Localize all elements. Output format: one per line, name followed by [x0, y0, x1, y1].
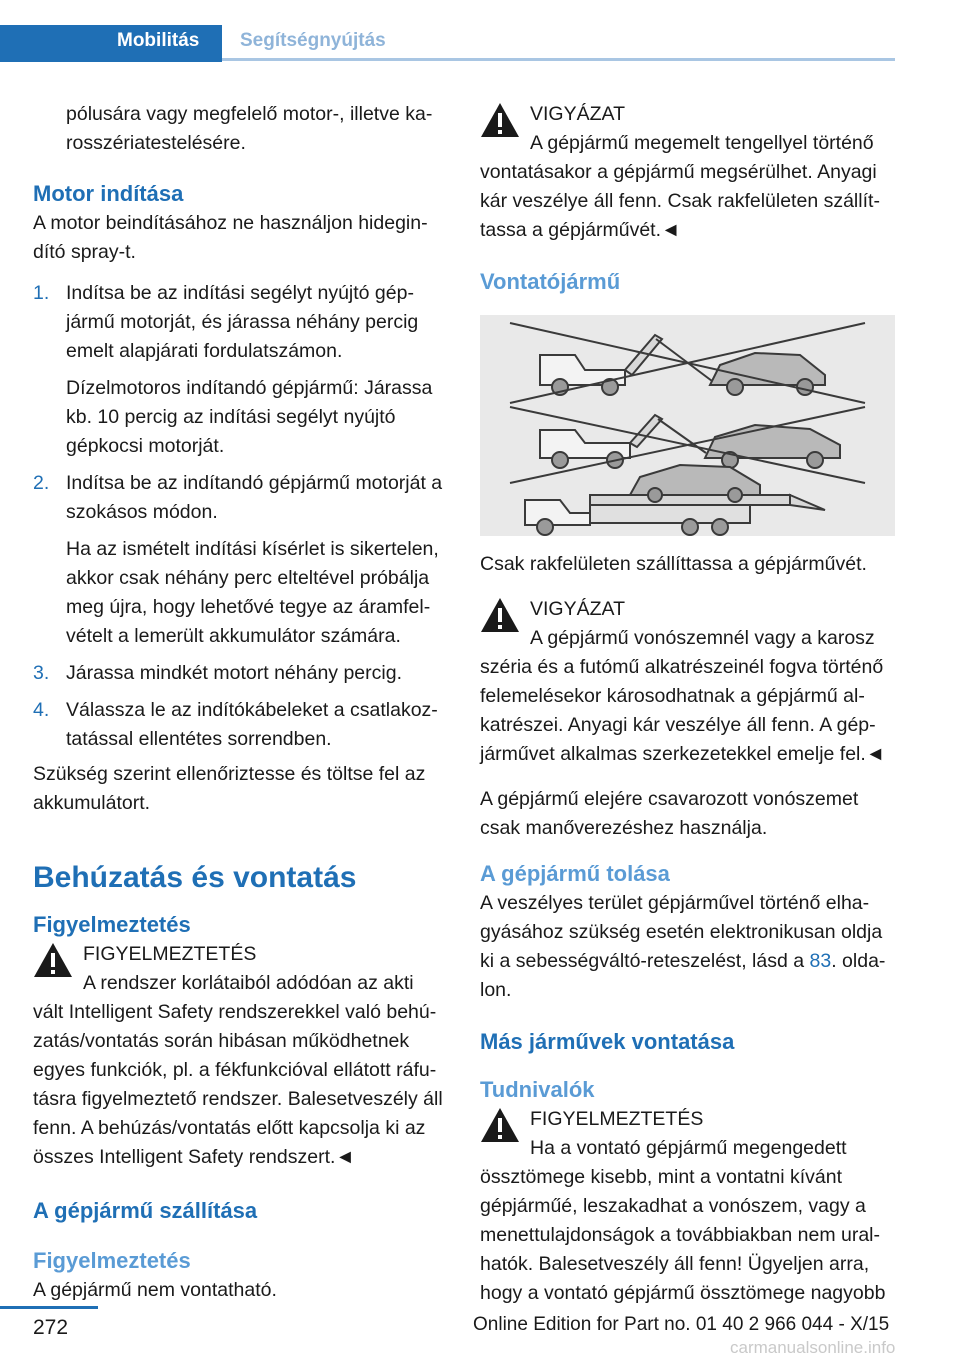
after-steps-text: Szükség szerint ellenőriztesse és töltse fel az akkumulátort. [33, 763, 426, 814]
tab-mobilitas[interactable] [0, 25, 222, 62]
motor-start-heading: Motor indítása [33, 181, 184, 206]
transport-heading: A gépjármű szállítása [33, 1198, 258, 1223]
step-2-text: Indítsa be az indítandó gépjármű motorját a szokásos módon. [66, 472, 443, 523]
figure-caption: Csak rakfelületen szállíttassa a gépjárművét. [480, 553, 867, 575]
header-divider [222, 58, 895, 61]
edition-text: Online Edition for Part no. 01 40 2 966 044 - X/15 [473, 1314, 890, 1335]
tab-segitsegnyujtas[interactable]: Segítségnyújtás [240, 30, 386, 51]
step-2-number: 2. [33, 472, 50, 494]
warning-2-title: FIGYELMEZTETÉS [530, 1108, 704, 1130]
tab-mobilitas-label: Mobilitás [117, 30, 200, 51]
transport-warning-heading: Figyelmeztetés [33, 1248, 191, 1273]
warning-2-first-line: Ha a vontató gépjármű megengedett [530, 1137, 847, 1159]
intro-text: pólusára vagy megfelelő motor-, illetve karosszériatestelésére. [66, 103, 433, 154]
push-vehicle-heading: A gépjármű tolása [480, 861, 670, 886]
caution-block-2 [480, 595, 895, 769]
towing-illustration-svg [480, 315, 895, 536]
watermark: carmanualsonline.info [730, 1338, 896, 1357]
warning-triangle-icon [480, 102, 520, 138]
caution-1-title: VIGYÁZAT [530, 103, 625, 125]
tow-other-heading: Más járművek vontatása [480, 1029, 735, 1054]
transport-text: A gépjármű nem vontatható. [33, 1279, 277, 1301]
towing-section-heading: Behúzatás és vontatás [33, 861, 357, 894]
tow-vehicle-heading: Vontatójármű [480, 269, 621, 294]
caution-2-text: széria és a futómű alkatrészeinél fogva történő felemelésekor károsodhatnak a gépjármű alkatrészei. Anyagi kár veszélye áll fenn. A gépjárművet alkalmas szerkezetekkel emelje fel.◄ [480, 656, 886, 765]
step-1-note: Dízelmotoros indítandó gépjármű: Járassa kb. 10 percig az indítási segélyt nyújtó gépkocsi motorját. [66, 377, 433, 457]
warning-1-text: vált Intelligent Safety rendszerekkel való behúzatás/vontatás során hibásan működhetnek egyes funkciók, pl. a fékfunkcióval ellátott ráfutásra figyelmeztető rendszer. Balesetveszély áll fenn. A behúzás/vontatás előtt kapcsolja ki az összes Intelligent Safety rendszert.◄ [33, 1001, 443, 1168]
step-3-number: 3. [33, 662, 50, 684]
step-4-number: 4. [33, 699, 50, 721]
warning-1-first-line: A rendszer korlátaiból adódóan az akti [83, 972, 414, 994]
notes-heading: Tudnivalók [480, 1077, 595, 1102]
step-3-text: Járassa mindkét motort néhány percig. [66, 662, 402, 684]
warning-heading: Figyelmeztetés [33, 912, 191, 937]
caution-2-title: VIGYÁZAT [530, 598, 625, 620]
caution-2-first-line: A gépjármű vonószemnél vagy a karosz [530, 627, 875, 649]
push-text-before: A veszélyes terület gépjárművel történő elhagyásához szükség esetén elektronikusan oldja ki a sebességváltó-reteszelést, lásd a [480, 892, 883, 972]
step-4 [33, 696, 448, 754]
push-text-after: . oldalon. [480, 950, 886, 1001]
warning-2-text: össztömege kisebb, mint a vontatni kívánt gépjárműé, leszakadhat a vonószem, vagy a menettulajdonságok a továbbiakban nem uralhatók. Balesetveszély áll fenn! Ügyeljen arra, hogy a vontató gépjármű össztömege nagyobb [480, 1166, 886, 1304]
push-vehicle-text [480, 889, 895, 1005]
warning-block-2 [480, 1105, 895, 1308]
warning-triangle-icon [480, 1107, 520, 1143]
warning-triangle-icon [33, 942, 73, 978]
step-2-note: Ha az ismételt indítási kísérlet is sikertelen, akkor csak néhány perc elteltével próbálja meg újra, hogy lehetővé tegye az áramfelvételt a lemerült akkumulátor számára. [66, 538, 439, 647]
page-83-link[interactable]: 83 [809, 950, 832, 972]
header-tabs [0, 0, 960, 62]
step-4-text: Válassza le az indítókábeleket a csatlakoztatással ellentétes sorrendben. [66, 699, 438, 750]
right-column [480, 100, 895, 1308]
caution-1-first-line: A gépjármű megemelt tengellyel történő [530, 132, 874, 154]
warning-block-1 [33, 940, 448, 1172]
step-3 [33, 659, 448, 688]
caution-block-1 [480, 100, 895, 245]
towing-illustration [480, 315, 895, 536]
motor-start-text: A motor beindításához ne használjon hidegindító spray-t. [33, 212, 428, 263]
step-1 [33, 279, 448, 366]
tow-eye-text: A gépjármű elejére csavarozott vonószemet csak manőverezéshez használja. [480, 788, 859, 839]
warning-triangle-icon [480, 597, 520, 633]
left-column [33, 100, 448, 1305]
page-number: 272 [33, 1316, 69, 1339]
step-2 [33, 469, 448, 527]
footer-divider [0, 1306, 98, 1309]
warning-1-title: FIGYELMEZTETÉS [83, 943, 257, 965]
step-1-number: 1. [33, 282, 50, 304]
caution-1-text: vontatásakor a gépjármű megsérülhet. Anyagi kár veszélye áll fenn. Csak rakfelületen szállíttassa a gépjárművét.◄ [480, 161, 880, 241]
step-1-text: Indítsa be az indítási segélyt nyújtó gépjármű motorját, és járassa néhány percig emelt alapjárati fordulatszámon. [66, 282, 419, 362]
